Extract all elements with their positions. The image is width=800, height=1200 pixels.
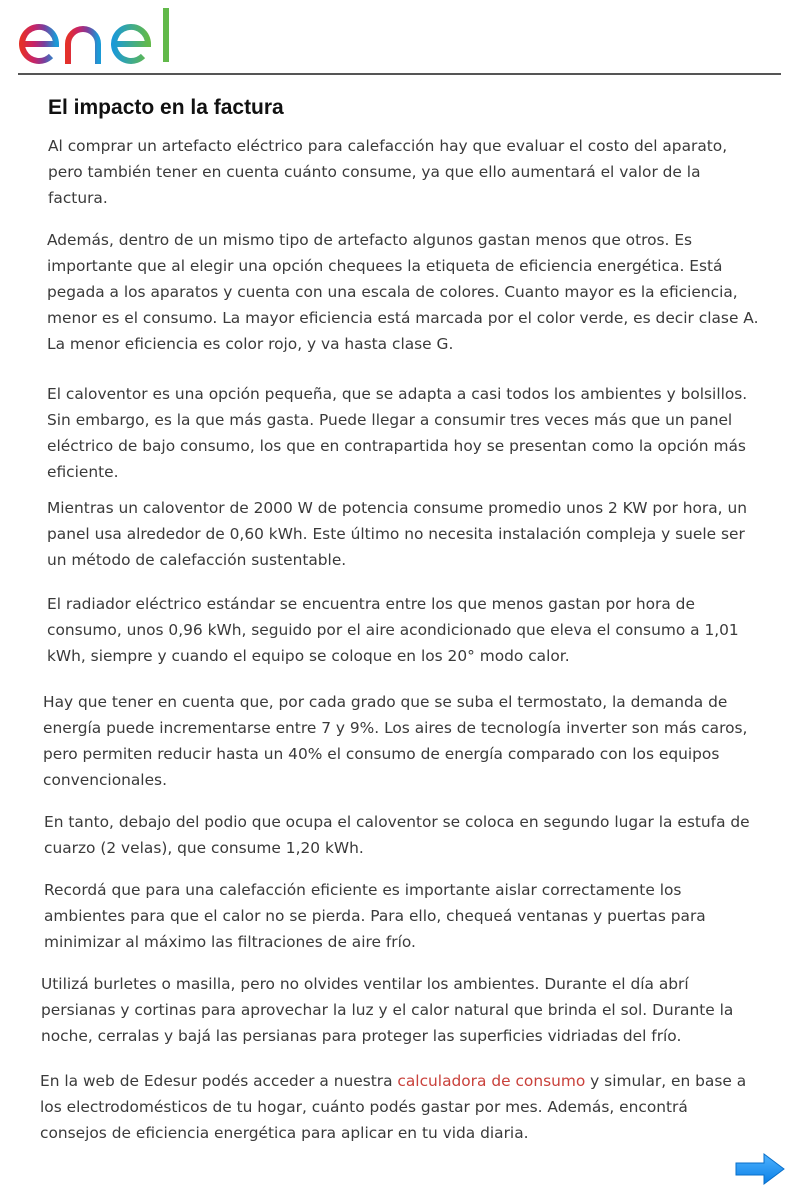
enel-logo bbox=[16, 4, 182, 68]
paragraph-4: Mientras un caloventor de 2000 W de potencia consume promedio unos 2 KW por hora, un panel usa alrededor de 0,60 kWh. Este último no necesita instalación compleja y suele ser un método de calefacción sustentable. bbox=[47, 499, 747, 569]
arrow-right-icon[interactable] bbox=[734, 1152, 786, 1186]
paragraph-2: Además, dentro de un mismo tipo de artefacto algunos gastan menos que otros. Es importante que al elegir una opción chequees la etiqueta de eficiencia energética. Está pegada a los aparatos y cuenta con una escala de colores. Cuanto mayor es la eficiencia, menor es el consumo. La mayor eficiencia está marcada por el color verde, es decir clase A. La menor eficiencia es color rojo, y va hasta clase G. bbox=[47, 231, 759, 353]
paragraph-8: Recordá que para una calefacción eficiente es importante aislar correctamente los ambientes para que el calor no se pierda. Para ello, chequeá ventanas y puertas para minimizar al máximo las filtraciones de aire frío. bbox=[44, 881, 706, 951]
article-title: El impacto en la factura bbox=[48, 96, 284, 119]
paragraph-3: El caloventor es una opción pequeña, que se adapta a casi todos los ambientes y bolsillos. Sin embargo, es la que más gasta. Puede llegar a consumir tres veces más que un panel eléctrico de bajo consumo, los que en contrapartida hoy se presentan como la opción más eficiente. bbox=[47, 385, 748, 481]
paragraph-6: Hay que tener en cuenta que, por cada grado que se suba el termostato, la demanda de energía puede incrementarse entre 7 y 9%. Los aires de tecnología inverter son más caros, pero permiten reducir hasta un 40% el consumo de energía comparado con los equipos convencionales. bbox=[43, 693, 748, 789]
calculator-link[interactable]: calculadora de consumo bbox=[397, 1072, 586, 1090]
paragraph-10-text-before: En la web de Edesur podés acceder a nuestra bbox=[40, 1072, 398, 1090]
paragraph-1: Al comprar un artefacto eléctrico para calefacción hay que evaluar el costo del aparato, pero también tener en cuenta cuánto consume, ya que ello aumentará el valor de la factura. bbox=[48, 137, 728, 207]
paragraph-7: En tanto, debajo del podio que ocupa el caloventor se coloca en segundo lugar la estufa de cuarzo (2 velas), que consume 1,20 kWh. bbox=[44, 813, 750, 857]
paragraph-10 bbox=[40, 1068, 752, 1146]
paragraph-5: El radiador eléctrico estándar se encuentra entre los que menos gastan por hora de consumo, unos 0,96 kWh, seguido por el aire acondicionado que eleva el consumo a 1,01 kWh, siempre y cuando el equipo se coloque en los 20° modo calor. bbox=[47, 595, 739, 665]
paragraph-10-text-after: y simular, en base a los electrodomésticos de tu hogar, cuánto podés gastar por mes. Además, encontrá consejos de eficiencia energética para aplicar en tu vida diaria. bbox=[40, 1072, 747, 1142]
header-divider bbox=[18, 73, 781, 75]
paragraph-9: Utilizá burletes o masilla, pero no olvides ventilar los ambientes. Durante el día abrí persianas y cortinas para aprovechar la luz y el calor natural que brinda el sol. Durante la noche, cerralas y bajá las persianas para proteger las superficies vidriadas del frío. bbox=[41, 975, 734, 1045]
